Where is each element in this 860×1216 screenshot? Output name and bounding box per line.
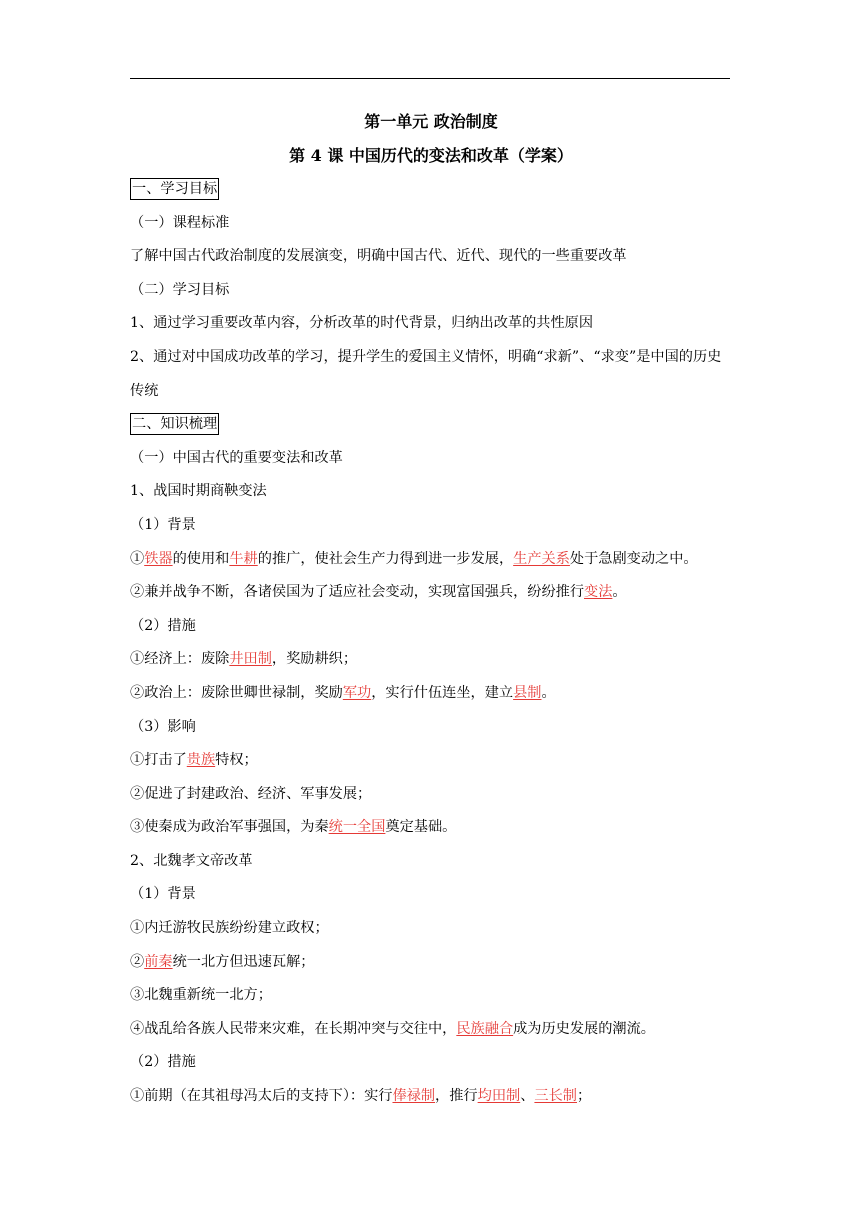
shang-measures-label: （2）措施 xyxy=(130,617,196,634)
goal-1: 1、通过学习重要改革内容，分析改革的时代背景，归纳出改革的共性原因 xyxy=(130,315,594,332)
text-segment: 统一北方但迅速瓦解； xyxy=(172,953,315,970)
shang-impact-3 xyxy=(130,811,732,845)
text-segment: 特权； xyxy=(215,752,258,769)
key-term: 均田制 xyxy=(477,1088,521,1105)
shang-background-2 xyxy=(130,576,732,610)
key-term: 统一全国 xyxy=(328,819,386,836)
wei-background-1: ①内迁游牧民族纷纷建立政权； xyxy=(130,920,329,937)
subheading-ancient-reforms: （一）中国古代的重要变法和改革 xyxy=(130,449,343,466)
text-segment: ②政治上：废除世卿世禄制，奖励 xyxy=(130,684,343,701)
text-segment: 成为历史发展的潮流。 xyxy=(513,1020,655,1037)
goal-2: 2、通过对中国成功改革的学习，提升学生的爱国主义情怀，明确“求新”、“求变”是中国的历史传统 xyxy=(130,348,722,399)
wei-background-label: （1）背景 xyxy=(130,886,196,903)
wei-background-4 xyxy=(130,1013,732,1047)
text-segment: ① xyxy=(130,550,145,567)
shang-background-1 xyxy=(130,543,732,577)
text-segment: ② xyxy=(130,953,145,970)
boxed-heading: 二、知识梳理 xyxy=(130,413,219,435)
key-term: 生产关系 xyxy=(513,550,570,567)
key-term: 贵族 xyxy=(186,752,216,769)
text-segment: ①前期（在其祖母冯太后的支持下）：实行 xyxy=(130,1088,393,1105)
shang-measure-2 xyxy=(130,677,732,711)
key-term: 铁器 xyxy=(144,550,173,567)
text-segment: 。 xyxy=(612,584,627,601)
key-term: 军功 xyxy=(342,684,372,701)
wei-background-2 xyxy=(130,946,732,980)
text-segment: ； xyxy=(576,1088,592,1105)
key-term: 前秦 xyxy=(144,953,173,970)
text-segment: 的使用和 xyxy=(172,550,230,567)
key-term: 县制 xyxy=(513,684,542,701)
shang-impact-2: ②促进了封建政治、经济、军事发展； xyxy=(130,785,372,802)
text-segment: 的推广，使社会生产力得到进一步发展， xyxy=(257,550,514,567)
boxed-heading: 一、学习目标 xyxy=(130,178,219,200)
section-heading-knowledge xyxy=(130,408,732,442)
text-segment: ③使秦成为政治军事强国，为秦 xyxy=(130,819,329,836)
shang-impact-label: （3）影响 xyxy=(130,718,196,735)
text-segment: ②兼并战争不断，各诸侯国为了适应社会变动，实现富国强兵，纷纷推行 xyxy=(130,584,585,601)
text-segment: ，实行什伍连坐，建立 xyxy=(371,684,514,701)
text-segment: ④战乱给各族人民带来灾难，在长期冲突与交往中， xyxy=(130,1020,457,1037)
text-segment: ①经济上：废除 xyxy=(130,651,230,668)
reform-title-shang-yang: 1、战国时期商鞅变法 xyxy=(130,483,267,500)
key-term: 俸禄制 xyxy=(392,1088,436,1105)
standard-text: 了解中国古代政治制度的发展演变，明确中国古代、近代、现代的一些重要改革 xyxy=(130,248,627,265)
wei-background-3: ③北魏重新统一北方； xyxy=(130,987,272,1004)
text-segment: ，奖励耕织； xyxy=(271,651,358,668)
text-segment: 、 xyxy=(520,1088,535,1105)
key-term: 牛耕 xyxy=(229,550,258,567)
lesson-title: 第 4 课 中国历代的变法和改革（学案） xyxy=(289,146,573,165)
wei-measure-1 xyxy=(130,1080,732,1114)
subheading-standard: （一）课程标准 xyxy=(130,214,230,231)
header-rule xyxy=(130,78,730,79)
wei-measures-label: （2）措施 xyxy=(130,1054,196,1071)
unit-title: 第一单元 政治制度 xyxy=(364,112,498,131)
text-segment: ，推行 xyxy=(435,1088,478,1105)
section-heading-goals xyxy=(130,173,732,207)
text-segment: 。 xyxy=(541,684,556,701)
key-term: 井田制 xyxy=(229,651,272,668)
key-term: 三长制 xyxy=(534,1088,577,1105)
text-segment: ①打击了 xyxy=(130,752,187,769)
reform-title-xiaowen: 2、北魏孝文帝改革 xyxy=(130,852,253,869)
shang-measure-1 xyxy=(130,643,732,677)
subheading-goals: （二）学习目标 xyxy=(130,281,230,298)
text-segment: 奠定基础。 xyxy=(385,819,457,836)
document-body xyxy=(130,105,732,1114)
text-segment: 处于急剧变动之中。 xyxy=(569,550,698,567)
shang-background-label: （1）背景 xyxy=(130,516,196,533)
key-term: 变法 xyxy=(584,584,613,601)
key-term: 民族融合 xyxy=(456,1020,514,1037)
shang-impact-1 xyxy=(130,744,732,778)
